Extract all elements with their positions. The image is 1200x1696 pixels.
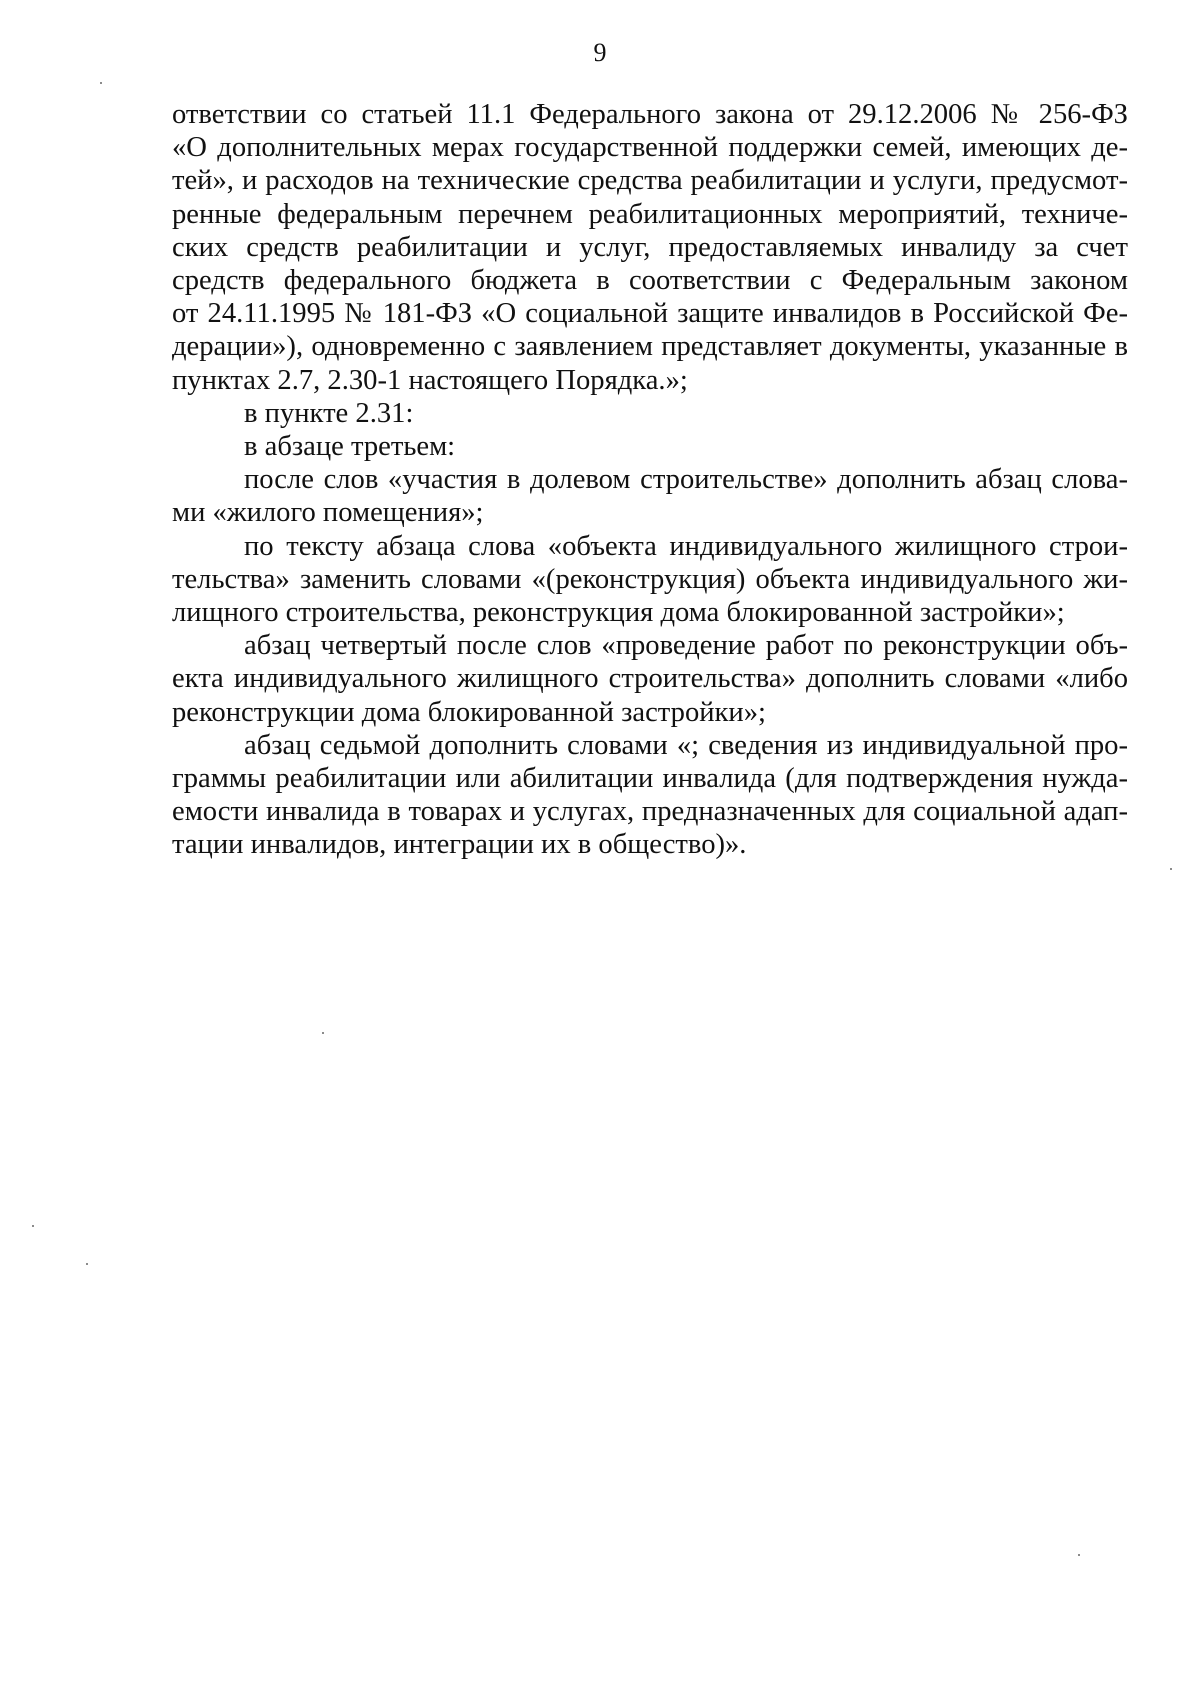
text-line: по тексту абзаца слова «объекта индивидуального жилищного строи- xyxy=(244,530,1128,562)
text-line: абзац седьмой дополнить словами «; сведения из индивидуальной про- xyxy=(244,729,1128,761)
paragraph-amendment-3 xyxy=(172,629,1128,729)
text-line: емости инвалида в товарах и услугах, предназначенных для социальной адап- xyxy=(172,796,1128,828)
text-line: абзац четвертый после слов «проведение работ по реконструкции объ- xyxy=(244,630,1128,662)
text-line: ми «жилого помещения»; xyxy=(172,497,484,529)
text-line: дерации»), одновременно с заявлением представляет документы, указанные в xyxy=(172,331,1128,363)
page-number: 9 xyxy=(593,38,607,67)
paragraph-amendment-4 xyxy=(172,729,1128,862)
text-line: «О дополнительных мерах государственной поддержки семей, имеющих де- xyxy=(172,132,1128,164)
paragraph-amendment-2 xyxy=(172,530,1128,630)
text-line: ответствии со статьей 11.1 Федерального закона от 29.12.2006 № 256-ФЗ xyxy=(172,99,1128,130)
text-line: ренные федеральным перечнем реабилитационных мероприятий, техниче- xyxy=(172,198,1128,230)
text-line: после слов «участия в долевом строительстве» дополнить абзац слова- xyxy=(244,464,1128,496)
text-line: от 24.11.1995 № 181-ФЗ «О социальной защите инвалидов в Российской Фе- xyxy=(172,298,1128,330)
document-body xyxy=(172,98,1128,862)
text-line: граммы реабилитации или абилитации инвалида (для подтверждения нужда- xyxy=(172,763,1128,795)
text-line: в абзаце третьем: xyxy=(244,431,456,463)
scan-speck xyxy=(86,1263,88,1265)
scan-speck xyxy=(32,1225,34,1227)
paragraph-item-2-31 xyxy=(172,397,1128,430)
text-line: в пункте 2.31: xyxy=(244,397,414,429)
text-line: тей», и расходов на технические средства реабилитации и услуги, предусмот- xyxy=(172,165,1128,197)
text-line: тельства» заменить словами «(реконструкция) объекта индивидуального жи- xyxy=(172,563,1128,595)
paragraph-continuation xyxy=(172,98,1128,397)
paragraph-third-abzac xyxy=(172,430,1128,463)
text-line: лищного строительства, реконструкция дома блокированной застройки»; xyxy=(172,597,1065,629)
text-line: реконструкции дома блокированной застройки»; xyxy=(172,696,766,728)
text-line: средств федерального бюджета в соответствии с Федеральным законом xyxy=(172,265,1128,297)
paragraph-amendment-1 xyxy=(172,463,1128,529)
scan-speck xyxy=(1170,868,1172,870)
text-line: ских средств реабилитации и услуг, предоставляемых инвалиду за счет xyxy=(172,231,1128,263)
scan-speck xyxy=(1078,1554,1080,1556)
text-line: тации инвалидов, интеграции их в общество)». xyxy=(172,829,747,861)
scan-speck xyxy=(100,82,102,84)
scan-speck xyxy=(322,1032,324,1034)
text-line: екта индивидуального жилищного строительства» дополнить словами «либо xyxy=(172,663,1128,695)
text-line: пунктах 2.7, 2.30-1 настоящего Порядка.»; xyxy=(172,364,688,396)
